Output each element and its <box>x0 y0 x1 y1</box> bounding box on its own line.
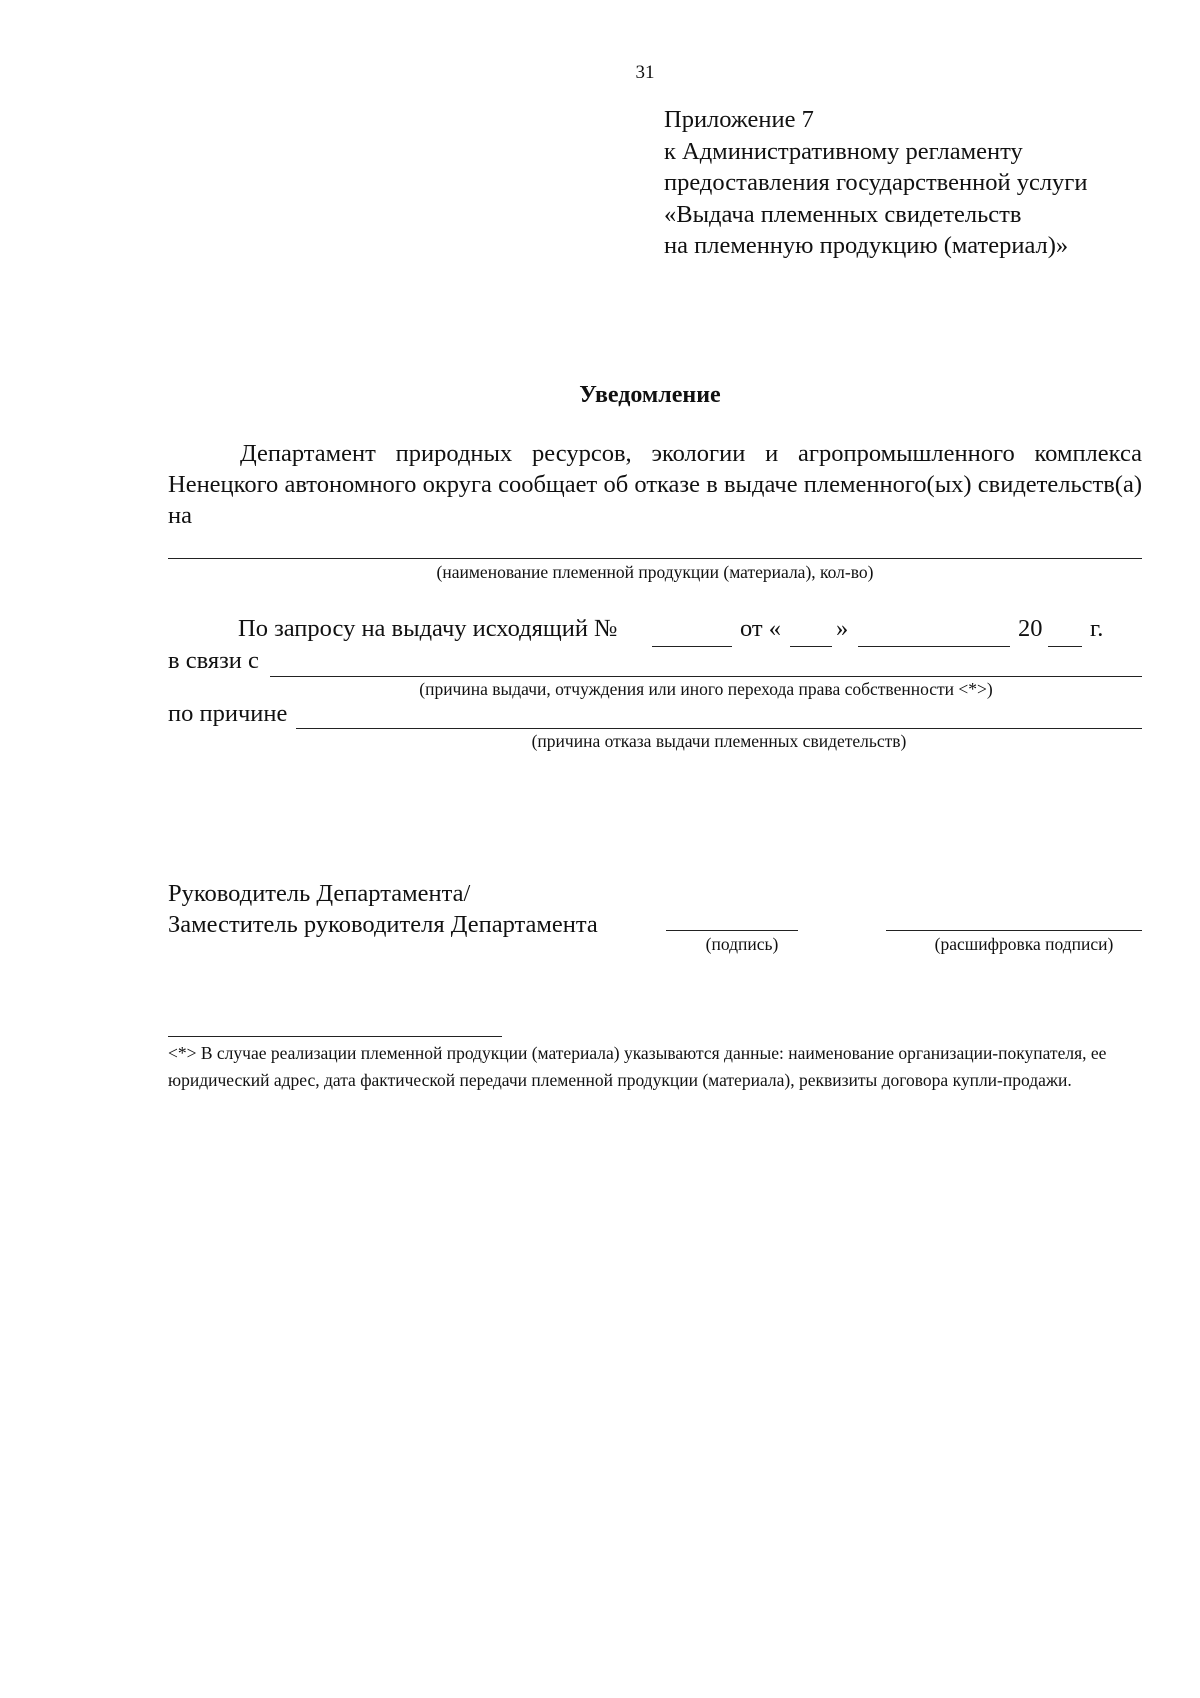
cause-blank-line[interactable] <box>296 728 1142 729</box>
product-caption: (наименование племенной продукции (материала), кол-во) <box>436 562 874 582</box>
appendix-line: «Выдача племенных свидетельств <box>664 200 1022 228</box>
reason-blank-line[interactable] <box>270 676 1142 677</box>
cause-label: по причине <box>168 700 288 727</box>
footnote-separator <box>168 1036 502 1037</box>
product-blank-line[interactable] <box>168 558 1142 559</box>
footnote-text: <*> В случае реализации племенной продукции (материала) указываются данные: наименование организации-покупателя, ее юридический адрес, дата фактической передачи племенной продукции (материала), реквизиты договора купли-продажи. <box>168 1043 1107 1090</box>
request-month-blank[interactable] <box>858 646 1010 647</box>
appendix-line: на племенную продукцию (материал)» <box>664 232 1069 259</box>
document-title: Уведомление <box>579 382 721 408</box>
signature-block <box>168 878 598 940</box>
signature-caption: (подпись) <box>705 934 779 954</box>
signatory-title-line-2: Заместитель руководителя Департамента <box>168 911 598 938</box>
signatory-title-line-1: Руководитель Департамента/ <box>168 880 471 907</box>
notification-body: Департамент природных ресурсов, экологии и агропромышленного комплекса Ненецкого автономного округа сообщает об отказе в выдаче племенного(ых) свидетельств(а) на <box>168 440 1142 529</box>
signature-decode-blank-line[interactable] <box>886 930 1142 931</box>
appendix-header <box>664 104 1087 262</box>
appendix-line: к Административному регламенту <box>664 137 1023 165</box>
request-from-label: от « <box>740 615 782 642</box>
request-year-suffix: г. <box>1090 615 1104 642</box>
reason-label: в связи с <box>168 647 259 674</box>
appendix-line: предоставления государственной услуги <box>664 169 1088 196</box>
request-quote-close: » <box>836 615 849 642</box>
request-number-blank[interactable] <box>652 646 732 647</box>
appendix-line: Приложение 7 <box>664 106 814 133</box>
reason-caption: (причина выдачи, отчуждения или иного перехода права собственности <*>) <box>419 679 993 699</box>
request-year-blank[interactable] <box>1048 646 1082 647</box>
page-number: 31 <box>635 62 655 83</box>
cause-caption: (причина отказа выдачи племенных свидетельств) <box>531 731 907 751</box>
request-day-blank[interactable] <box>790 646 832 647</box>
signature-decode-caption: (расшифровка подписи) <box>934 934 1114 954</box>
request-year-prefix: 20 <box>1018 615 1043 642</box>
signature-blank-line[interactable] <box>666 930 798 931</box>
request-prefix: По запросу на выдачу исходящий № <box>238 615 618 642</box>
